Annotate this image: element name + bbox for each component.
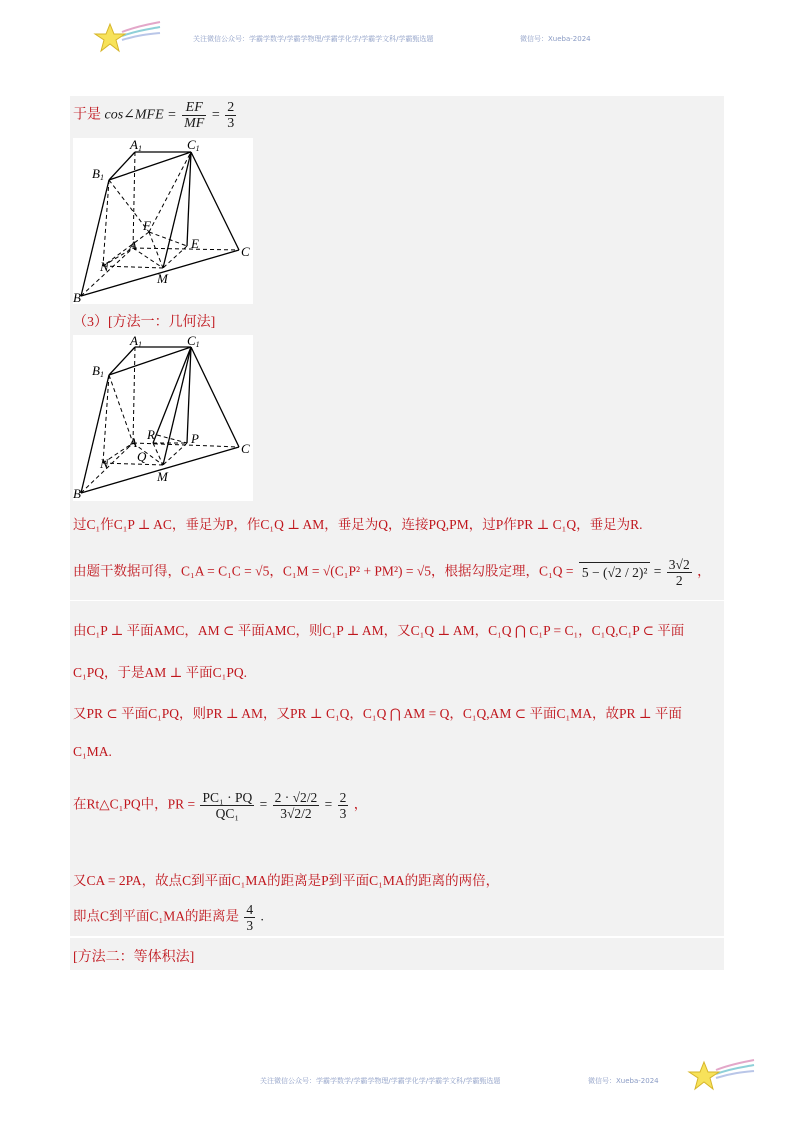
label-A: A xyxy=(129,238,137,253)
paragraph-double-distance: 又CA = 2PA，故点C到平面C₁MA的距离是P到平面C₁MA的距离的两倍， xyxy=(73,873,500,888)
content-block-white-gap xyxy=(70,600,724,601)
paragraph-data: 由题干数据可得，C₁A = C₁C = √5，C₁M = √(C₁P² + PM²) = √5，根据勾股定理，C₁Q = 5 − (√2 / 2)² = $\frac{3√2}{2}$ ， xyxy=(73,557,711,588)
label-N: N xyxy=(100,259,109,274)
paragraph-perp-1: 由C₁P ⊥ 平面AMC，AM ⊂ 平面AMC，则C₁P ⊥ AM，又C₁Q ⊥ AM，C₁Q ⋂ C₁P = C₁，C₁Q,C₁P ⊂ 平面 xyxy=(73,623,685,638)
label-R: R xyxy=(147,427,155,442)
label-N: N xyxy=(100,456,109,471)
header-text: 关注微信公众号：学霸学数学/学霸学物理/学霸学化学/学霸学文科/学霸甄选题 xyxy=(193,35,434,43)
label-C1: C1 xyxy=(187,335,200,349)
label-P: P xyxy=(191,431,199,446)
section3-heading: （3）[方法一：几何法] xyxy=(73,315,216,330)
footer-text: 关注微信公众号：学霸学数学/学霸学物理/学霸学化学/学霸学文科/学霸甄选题 xyxy=(260,1077,501,1085)
label-B: B xyxy=(73,290,81,304)
label-C1: C1 xyxy=(187,138,200,153)
label-B1: B1 xyxy=(92,363,104,379)
cos-line: 于是 cos∠MFE = $\frac{EF}{MF}$ = $\frac{2}{3}$ xyxy=(73,100,235,131)
paragraph-answer: 即点C到平面C₁MA的距离是 $\frac{4}{3}$ . xyxy=(73,902,264,933)
footer-wechat: 微信号：Xueba-2024 xyxy=(588,1077,659,1085)
label-A1: A1 xyxy=(130,335,142,349)
label-C: C xyxy=(241,441,250,456)
paragraph-perp-3: 又PR ⊂ 平面C₁PQ，则PR ⊥ AM，又PR ⊥ C₁Q，C₁Q ⋂ AM = Q，C₁Q,AM ⊂ 平面C₁MA，故PR ⊥ 平面 xyxy=(73,706,682,721)
paragraph-construct: 过C₁作C₁P ⊥ AC，垂足为P，作C₁Q ⊥ AM，垂足为Q，连接PQ,PM，过P作PR ⊥ C₁Q，垂足为R. xyxy=(73,517,643,532)
label-A1: A1 xyxy=(130,138,142,153)
prism-diagram-1 xyxy=(73,138,253,304)
method2-heading: [方法二：等体积法] xyxy=(73,950,195,965)
label-B: B xyxy=(73,486,81,501)
header-wechat: 微信号：Xueba-2024 xyxy=(520,35,591,43)
label-Q: Q xyxy=(137,449,147,464)
label-M: M xyxy=(157,469,168,484)
label-B1: B1 xyxy=(92,166,104,182)
paragraph-pr-length: 在Rt△C₁PQ中，PR = $\frac{\text{PC₁ · PQ}}{\text{QC₁}}$ = $\frac{2 \cdot √2/2}{3√2/2}$ = $\frac{2}{3}$ ， xyxy=(73,790,368,821)
paragraph-perp-2: C₁PQ，于是AM ⊥ 平面C₁PQ. xyxy=(73,665,248,680)
label-E: E xyxy=(191,236,199,251)
figure-prism-1 xyxy=(73,138,253,304)
star-logo-icon xyxy=(92,18,162,58)
prism-diagram-2 xyxy=(73,335,253,501)
label-C: C xyxy=(241,244,250,259)
label-F: F xyxy=(143,218,151,233)
paragraph-perp-4: C₁MA. xyxy=(73,744,112,759)
label-A: A xyxy=(129,435,137,450)
sqrt-expression: 5 − (√2 / 2)² xyxy=(579,562,651,583)
figure-prism-2 xyxy=(73,335,253,501)
star-logo-icon xyxy=(686,1056,756,1096)
label-M: M xyxy=(157,271,168,286)
